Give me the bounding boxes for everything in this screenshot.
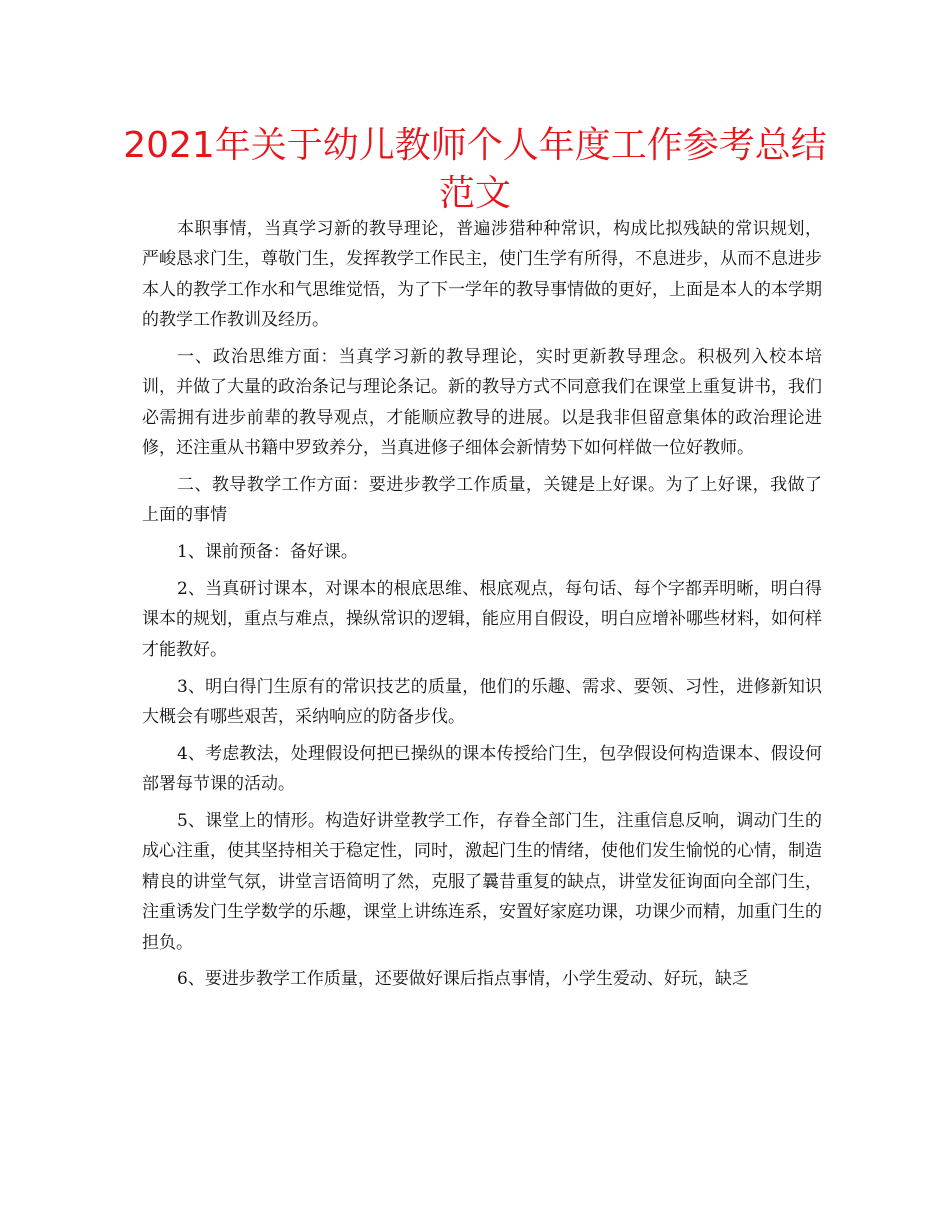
document-body: [142, 214, 822, 1001]
paragraph-item-5: 5、课堂上的情形。构造好讲堂教学工作，存眷全部门生，注重信息反响，调动门生的成心注重，使其坚持相关于稳定性，同时，激起门生的情绪，使他们发生愉悦的心情，制造精良的讲堂气氛，讲堂言语简明了然，克服了曩昔重复的缺点，讲堂发征询面向全部门生，注重诱发门生学数学的乐趣，课堂上讲练连系，安置好家庭功课，功课少而精，加重门生的担负。: [142, 811, 822, 953]
paragraph-item-2: 2、当真研讨课本，对课本的根底思维、根底观点，每句话、每个字都弄明晰，明白得课本的规划，重点与难点，操纵常识的逻辑，能应用自假设，明白应增补哪些材料，如何样才能教好。: [142, 579, 822, 660]
paragraph-intro: 本职事情，当真学习新的教导理论，普遍涉猎种种常识，构成比拟残缺的常识规划，严峻恳求门生，尊敬门生，发挥教学工作民主，使门生学有所得，不息进步，从而不息进步本人的教学工作水和气思维觉悟，为了下一学年的教导事情做的更好，上面是本人的本学期的教学工作教训及经历。: [142, 219, 822, 331]
paragraph-political: 一、政治思维方面：当真学习新的教导理论，实时更新教导理念。积极列入校本培训，并做了大量的政治条记与理论条记。新的教导方式不同意我们在课堂上重复讲书，我们必需拥有进步前辈的教导观点，才能顺应教导的进展。以是我非但留意集体的政治理论进修，还注重从书籍中罗致养分，当真进修子细体会新情势下如何样做一位好教师。: [142, 347, 822, 459]
paragraph-item-6: 6、要进步教学工作质量，还要做好课后指点事情，小学生爱动、好玩，缺乏: [177, 969, 749, 990]
paragraph-item-3: 3、明白得门生原有的常识技艺的质量，他们的乐趣、需求、要领、习性，进修新知识大概会有哪些艰苦，采纳响应的防备步伐。: [142, 676, 822, 728]
paragraph-item-4: 4、考虑教法，处理假设何把已操纵的课本传授给门生，包孕假设何构造课本、假设何部署每节课的活动。: [142, 743, 822, 795]
paragraph-item-1: 1、课前预备：备好课。: [177, 542, 358, 563]
document-title: 2021年关于幼儿教师个人年度工作参考总结范文: [123, 125, 827, 214]
paragraph-teaching: 二、教导教学工作方面：要进步教学工作质量，关键是上好课。为了上好课，我做了上面的事情: [142, 475, 822, 526]
